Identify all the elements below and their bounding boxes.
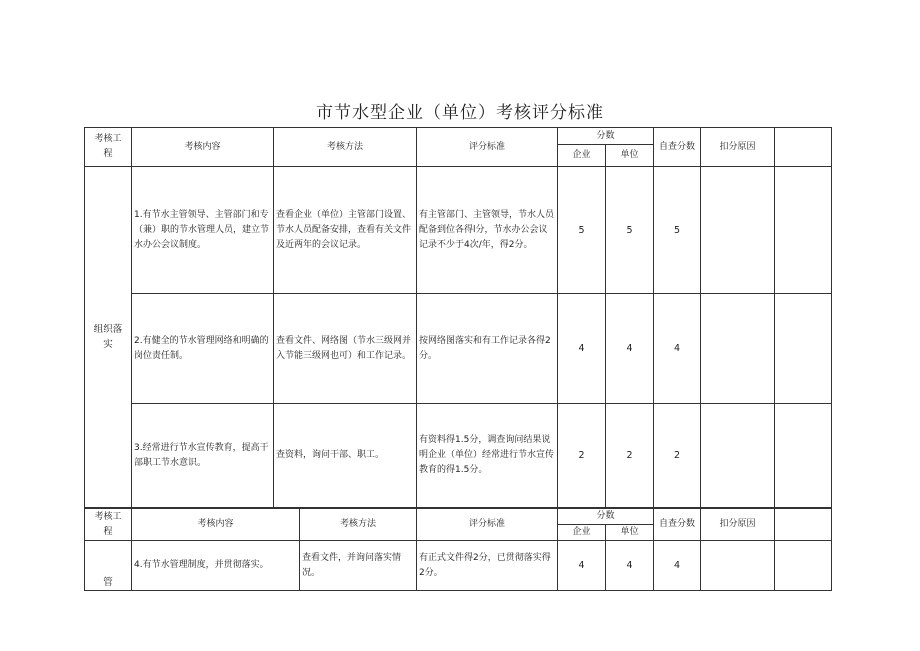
header-standard: 评分标准: [417, 509, 558, 541]
group-name-cell: 组织落 实: [85, 167, 132, 508]
content-cell: 1.有节水主管领导、主管部门和专（兼）职的节水管理人员，建立节水办公会议制度。: [132, 167, 274, 294]
table-row: [85, 404, 832, 508]
score-table-2: [84, 508, 832, 591]
header-self-score: 自查分数: [654, 128, 701, 167]
header-score: 分数: [558, 509, 654, 525]
header-project: 考核工 程: [85, 509, 132, 541]
extra-cell: [775, 404, 832, 508]
header-deduct-reason: 扣分原因: [701, 128, 775, 167]
table-row: [85, 541, 832, 591]
method-cell: 查看企业（单位）主管部门设置、节水人员配备安排，查看有关文件及近两年的会议记录。: [274, 167, 417, 294]
method-cell: 查看文件，并询问落实情况。: [300, 541, 417, 591]
header-method: 考核方法: [274, 128, 417, 167]
score-table-1: [84, 127, 832, 508]
content-cell: 3.经常进行节水宣传教育，提高干部职工节水意识。: [132, 404, 274, 508]
header-self-score: 自查分数: [654, 509, 701, 541]
header-method: 考核方法: [300, 509, 417, 541]
header-extra-cell: [775, 509, 832, 541]
standard-cell: 按网络图落实和有工作记录各得2分。: [417, 294, 558, 404]
header-unit: 单位: [606, 525, 654, 541]
header-standard: 评分标准: [417, 128, 558, 167]
standard-cell: 有资料得1.5分，调查询问结果说明企业（单位）经常进行节水宣传教育的得1.5分。: [417, 404, 558, 508]
header-project: 考核工 程: [85, 128, 132, 167]
unit-score-cell: 2: [606, 404, 654, 508]
header-extra-cell: [775, 128, 832, 167]
unit-score-cell: 5: [606, 167, 654, 294]
extra-cell: [775, 541, 832, 591]
header-content: 考核内容: [132, 509, 300, 541]
standard-cell: 有正式文件得2分，已贯彻落实得2分。: [417, 541, 558, 591]
enterprise-score-cell: 4: [558, 294, 606, 404]
unit-score-cell: 4: [606, 541, 654, 591]
self-score-cell: 4: [654, 294, 701, 404]
header-enterprise: 企业: [558, 525, 606, 541]
deduct-reason-cell: [701, 167, 775, 294]
enterprise-score-cell: 5: [558, 167, 606, 294]
content-cell: 2.有健全的节水管理网络和明确的岗位责任制。: [132, 294, 274, 404]
deduct-reason-cell: [701, 541, 775, 591]
table-row: [85, 167, 832, 294]
deduct-reason-cell: [701, 404, 775, 508]
method-cell: 查看文件、网络图（节水三级网并入节能三级网也可）和工作记录。: [274, 294, 417, 404]
enterprise-score-cell: 2: [558, 404, 606, 508]
header-unit: 单位: [606, 145, 654, 167]
header-content: 考核内容: [132, 128, 274, 167]
self-score-cell: 4: [654, 541, 701, 591]
table-row: [85, 294, 832, 404]
content-cell: 4.有节水管理制度，并贯彻落实。: [132, 541, 300, 591]
standard-cell: 有主管部门、主管领导，节水人员配备到位各得l分，节水办公会议记录不少于4次/年，得2分。: [417, 167, 558, 294]
deduct-reason-cell: [701, 294, 775, 404]
header-score: 分数: [558, 128, 654, 145]
unit-score-cell: 4: [606, 294, 654, 404]
extra-cell: [775, 167, 832, 294]
page-title: 市节水型企业（单位）考核评分标准: [316, 103, 604, 123]
header-enterprise: 企业: [558, 145, 606, 167]
self-score-cell: 5: [654, 167, 701, 294]
enterprise-score-cell: 4: [558, 541, 606, 591]
header-deduct-reason: 扣分原因: [701, 509, 775, 541]
group-name-cell: 管: [85, 541, 132, 591]
method-cell: 查资料，询问干部、职工。: [274, 404, 417, 508]
extra-cell: [775, 294, 832, 404]
self-score-cell: 2: [654, 404, 701, 508]
